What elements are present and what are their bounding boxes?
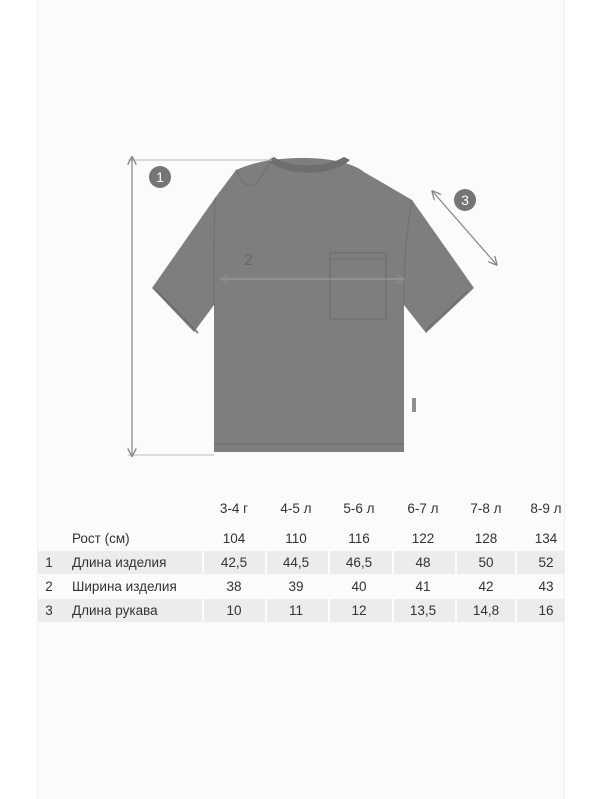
table-cell: 38 (226, 579, 242, 594)
table-cell: 48 (415, 555, 431, 570)
table-row (38, 551, 564, 574)
table-cell: 13,5 (409, 603, 437, 618)
marker-1: 1 (149, 166, 171, 188)
table-cell: 43 (538, 579, 554, 594)
table-cell: 12 (351, 603, 367, 618)
table-cell: 104 (222, 531, 246, 546)
table-cell: 14,8 (472, 603, 500, 618)
row-number: 2 (45, 579, 53, 594)
table-cell: 122 (411, 531, 435, 546)
table-cell: 128 (474, 531, 498, 546)
row-label: Длина изделия (72, 555, 167, 570)
marker-3: 3 (454, 189, 476, 211)
marker-2: 2 (244, 252, 253, 269)
table-cell: 16 (538, 603, 554, 618)
table-cell: 39 (288, 579, 304, 594)
row-number: 1 (45, 555, 53, 570)
size-header: 6-7 л (407, 501, 439, 516)
row-label: Длина рукава (72, 603, 158, 618)
table-cell: 10 (226, 603, 242, 618)
table-cell: 134 (534, 531, 558, 546)
table-row (38, 527, 564, 550)
table-cell: 40 (351, 579, 367, 594)
table-cell: 116 (348, 531, 370, 546)
size-header: 4-5 л (280, 501, 312, 516)
table-cell: 42 (478, 579, 494, 594)
size-header: 3-4 г (219, 501, 249, 516)
tshirt-shape (152, 158, 474, 452)
table-cell: 41 (415, 579, 431, 594)
table-cell: 44,5 (282, 555, 310, 570)
table-cell: 11 (288, 603, 303, 618)
row-number: 3 (45, 603, 53, 618)
table-row (38, 575, 564, 598)
table-cell: 46,5 (345, 555, 373, 570)
table-cell: 50 (478, 555, 494, 570)
row-label: Ширина изделия (72, 579, 177, 594)
row-label: Рост (см) (72, 531, 130, 546)
table-cell: 52 (538, 555, 554, 570)
table-row (38, 599, 564, 622)
table-cell: 110 (285, 531, 307, 546)
table-cell: 42,5 (220, 555, 248, 570)
size-header: 5-6 л (343, 501, 375, 516)
size-header: 8-9 л (530, 501, 562, 516)
size-header: 7-8 л (470, 501, 502, 516)
